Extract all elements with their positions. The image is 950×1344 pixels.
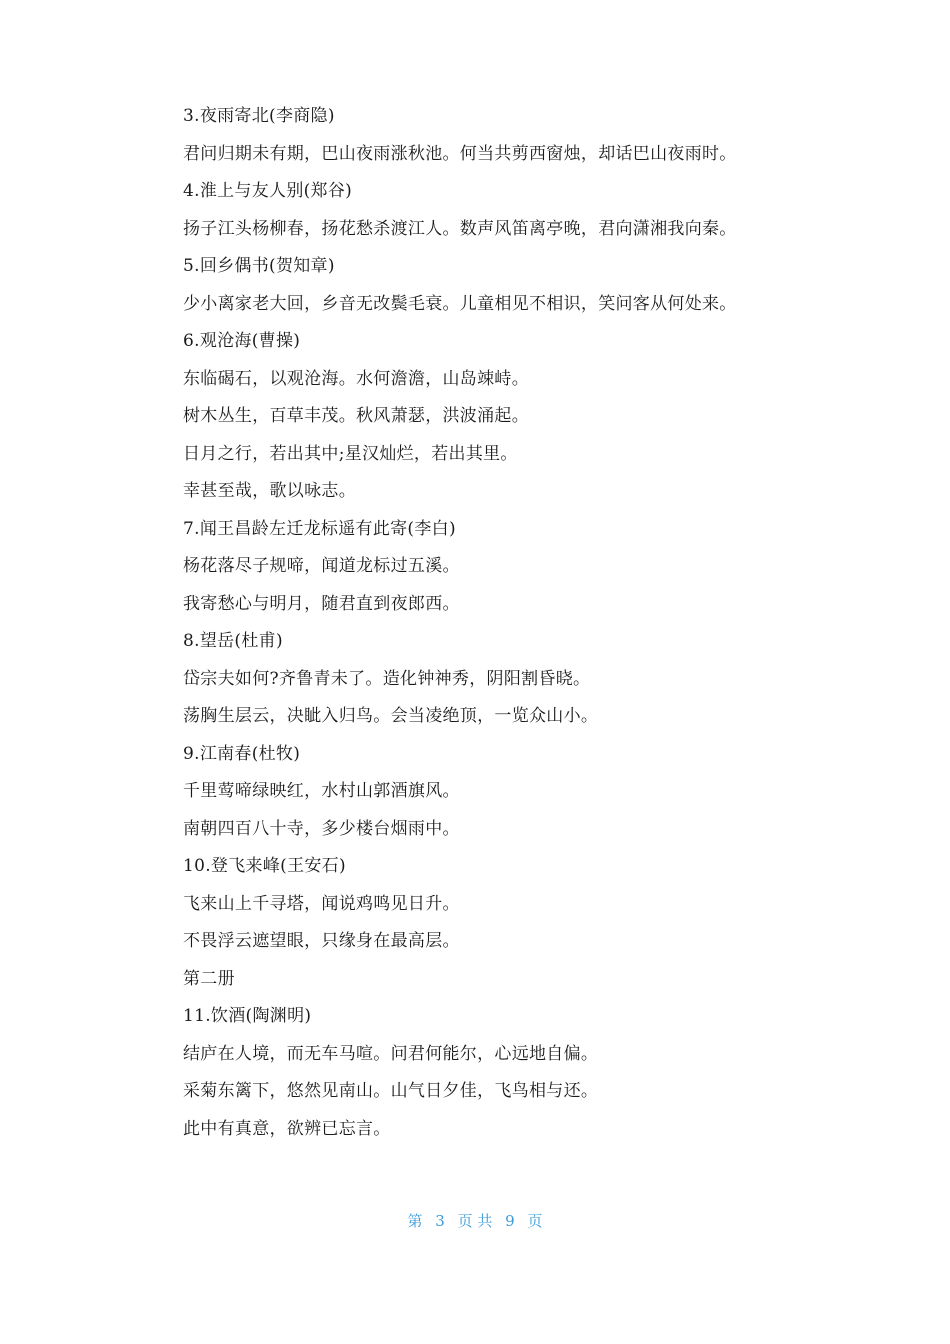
section-heading: 第二册 [183, 968, 235, 989]
poem-line: 我寄愁心与明月，随君直到夜郎西。 [183, 593, 460, 614]
poem-title: 6.观沧海(曹操) [183, 331, 301, 351]
poem-line: 东临碣石，以观沧海。水何澹澹，山岛竦峙。 [183, 368, 529, 389]
poem-line: 采菊东篱下，悠然见南山。山气日夕佳，飞鸟相与还。 [183, 1081, 599, 1101]
poem-line: 不畏浮云遮望眼，只缘身在最高层。 [183, 931, 460, 951]
poem-line: 南朝四百八十寺，多少楼台烟雨中。 [183, 818, 460, 839]
document-body [183, 98, 823, 1148]
poem-line: 君问归期未有期，巴山夜雨涨秋池。何当共剪西窗烛，却话巴山夜雨时。 [183, 143, 737, 164]
poem-line: 结庐在人境，而无车马喧。问君何能尔，心远地自偏。 [183, 1043, 599, 1064]
poem-line: 扬子江头杨柳春，扬花愁杀渡江人。数声风笛离亭晚，君向潇湘我向秦。 [183, 218, 737, 239]
poem-line: 杨花落尽子规啼，闻道龙标过五溪。 [183, 556, 460, 576]
poem-line: 少小离家老大回，乡音无改鬓毛衰。儿童相见不相识，笑问客从何处来。 [183, 293, 737, 314]
poem-title: 10.登飞来峰(王安石) [183, 856, 346, 876]
poem-line: 幸甚至哉，歌以咏志。 [183, 481, 356, 501]
poem-title: 11.饮酒(陶渊明) [183, 1006, 312, 1026]
poem-title: 5.回乡偶书(贺知章) [183, 256, 335, 276]
current-page-number: 3 [435, 1212, 445, 1230]
page-footer [0, 1210, 950, 1231]
poem-title: 8.望岳(杜甫) [183, 631, 283, 651]
poem-line: 千里莺啼绿映红，水村山郭酒旗风。 [183, 781, 460, 801]
poem-title: 7.闻王昌龄左迁龙标遥有此寄(李白) [183, 518, 456, 539]
poem-line: 树木丛生，百草丰茂。秋风萧瑟，洪波涌起。 [183, 406, 529, 426]
footer-middle: 页 共 [457, 1212, 493, 1230]
poem-line: 荡胸生层云，决眦入归鸟。会当凌绝顶，一览众山小。 [183, 706, 599, 726]
poem-title: 4.淮上与友人别(郑谷) [183, 181, 353, 201]
poem-line: 飞来山上千寻塔，闻说鸡鸣见日升。 [183, 893, 460, 914]
total-page-number: 9 [505, 1212, 515, 1230]
footer-prefix: 第 [407, 1212, 423, 1230]
poem-title: 9.江南春(杜牧) [183, 743, 301, 764]
poem-title: 3.夜雨寄北(李商隐) [183, 106, 335, 126]
footer-suffix: 页 [527, 1212, 543, 1230]
poem-line: 此中有真意，欲辨已忘言。 [183, 1118, 391, 1139]
poem-line: 岱宗夫如何?齐鲁青未了。造化钟神秀，阴阳割昏晓。 [183, 668, 591, 689]
poem-line: 日月之行，若出其中;星汉灿烂，若出其里。 [183, 443, 518, 464]
